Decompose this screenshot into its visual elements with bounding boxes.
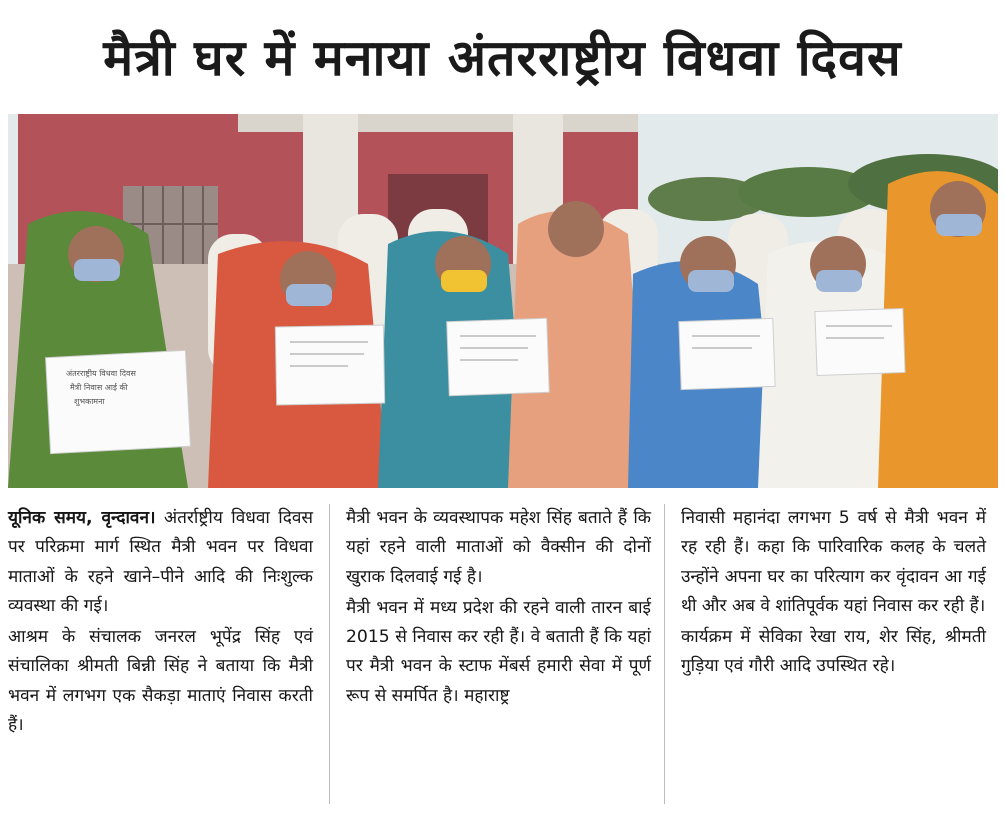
news-photo (8, 114, 998, 488)
column-divider (329, 504, 330, 804)
headline-area (0, 0, 1005, 112)
paragraph: मैत्री भवन के व्यवस्थापक महेश सिंह बताते हैं कि यहां रहने वाली माताओं को वैक्सीन की दोनों खुराक दिलवाई गई है। (346, 508, 651, 587)
column-divider (664, 504, 665, 804)
article-column-3 (681, 504, 986, 684)
svg-text:मैत्री निवास आई की: मैत्री निवास आई की (70, 383, 128, 392)
paragraph (8, 504, 313, 621)
paragraph: मैत्री भवन में मध्य प्रदेश की रहने वाली तारन बाई 2015 से निवास कर रही हैं। वे बताती हैं कि यहां पर मैत्री भवन के स्टाफ मेंबर्स हमारी सेवा में पूर्ण रूप से समर्पित है। महाराष्ट्र (346, 597, 651, 706)
svg-text:शुभकामना: शुभकामना (74, 397, 105, 406)
dateline: यूनिक समय, वृन्दावन। (8, 508, 156, 528)
article-column-1 (8, 504, 313, 742)
paragraph: कार्यक्रम में सेविका रेखा राय, शेर सिंह, श्रीमती गुड़िया एवं गौरी आदि उपस्थित रहे। (681, 627, 986, 677)
paragraph: निवासी महानंदा लगभग 5 वर्ष से मैत्री भवन में रह रही हैं। कहा कि पारिवारिक कलह के चलते उन्होंने अपना घर का परित्याग कर वृंदावन आ गई थी और अब वे शांतिपूर्वक यहां निवास कर रही हैं। (681, 508, 986, 616)
paragraph: आश्रम के संचालक जनरल भूपेंद्र सिंह एवं संचालिका श्रीमती बिन्नी सिंह ने बताया कि मैत्री भवन में लगभग एक सैकड़ा माताएं निवास करती हैं। (8, 627, 313, 736)
photo-illustration (8, 114, 998, 488)
placard-text-1: अंतरराष्ट्रीय विधवा दिवस (66, 369, 136, 378)
article-body (8, 504, 998, 814)
article-column-2 (346, 504, 651, 713)
paragraph-text: अंतर्राष्ट्रीय विधवा दिवस पर परिक्रमा मार्ग स्थित मैत्री भवन पर विधवा माताओं के रहने खाने–पीने आदि की निःशुल्क व्यवस्था की गई। (8, 508, 314, 616)
headline: मैत्री घर में मनाया अंतरराष्ट्रीय विधवा दिवस (103, 29, 902, 87)
